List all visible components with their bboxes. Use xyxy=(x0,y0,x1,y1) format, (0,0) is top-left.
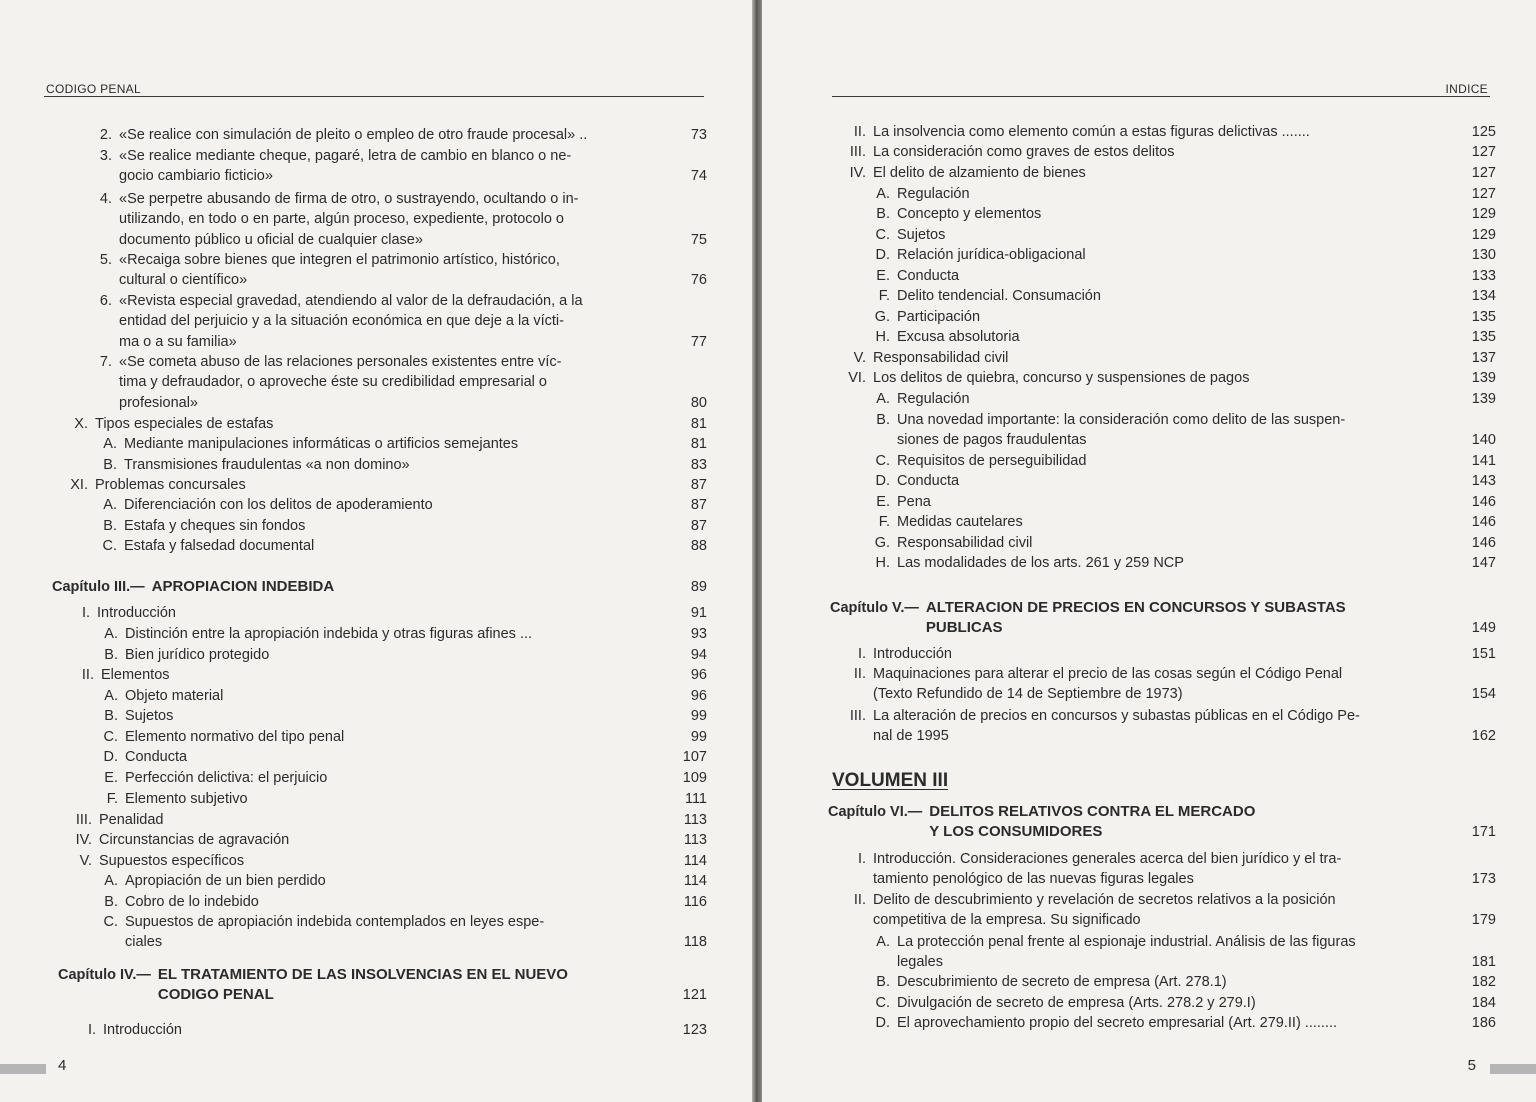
toc-page-number: 123 xyxy=(682,1022,707,1038)
toc-entry-title: «Recaiga sobre bienes que integren el patrimonio artístico, histórico, xyxy=(119,252,560,268)
toc-chapter-entry[interactable] xyxy=(828,802,1496,843)
left-header-rule xyxy=(44,96,704,97)
toc-entry-number: 4. xyxy=(99,191,112,207)
toc-entry[interactable] xyxy=(868,204,1496,224)
toc-entry[interactable] xyxy=(868,307,1496,327)
toc-entry[interactable] xyxy=(868,327,1496,347)
toc-entry[interactable] xyxy=(64,603,707,623)
toc-entry[interactable] xyxy=(868,266,1496,286)
toc-entry-title: gocio cambiario ficticio» xyxy=(119,168,273,185)
toc-entry[interactable] xyxy=(64,665,707,685)
toc-entry-number: I. xyxy=(857,851,866,867)
toc-entry-title: «Se realice con simulación de pleito o empleo de otro fraude procesal» .. xyxy=(119,127,588,143)
toc-page-number: 143 xyxy=(1471,473,1496,489)
toc-page-number: 83 xyxy=(690,457,707,473)
toc-entry-title: entidad del perjuicio y a la situación económica en que deje a la vícti- xyxy=(119,313,564,330)
toc-entry-title: Medidas cautelares xyxy=(897,514,1023,530)
toc-entry-title: legales xyxy=(897,954,943,971)
toc-entry-number: X. xyxy=(74,416,88,432)
toc-page-number: 146 xyxy=(1471,494,1496,510)
toc-page-number: 121 xyxy=(682,987,707,1004)
toc-entry[interactable] xyxy=(90,125,707,145)
toc-entry[interactable] xyxy=(90,146,707,187)
toc-entry[interactable] xyxy=(836,368,1496,388)
toc-page-number: 113 xyxy=(683,832,707,848)
volume-heading: VOLUMEN III xyxy=(832,770,949,791)
toc-entry-title: CODIGO PENAL xyxy=(157,986,274,1004)
toc-entry[interactable] xyxy=(96,645,707,665)
toc-entry-title: Estafa y cheques sin fondos xyxy=(124,518,306,534)
toc-page-number: 135 xyxy=(1471,329,1496,345)
toc-entry-title: Responsabilidad civil xyxy=(873,350,1009,366)
toc-entry-number: A. xyxy=(104,626,118,642)
right-running-head: INDICE xyxy=(1445,82,1488,96)
toc-entry[interactable] xyxy=(96,624,707,644)
toc-entry[interactable] xyxy=(60,851,707,871)
toc-entry-number: B. xyxy=(876,974,890,990)
toc-entry[interactable] xyxy=(95,536,707,556)
toc-entry-title: Introducción xyxy=(103,1022,182,1038)
toc-page-number: 171 xyxy=(1471,824,1496,841)
toc-entry[interactable] xyxy=(836,142,1496,162)
toc-entry-title: Una novedad importante: la consideración como delito de las suspen- xyxy=(897,412,1346,428)
toc-entry-title: profesional» xyxy=(119,394,198,411)
toc-entry-number: A. xyxy=(876,934,890,950)
toc-page-number: 77 xyxy=(690,333,707,350)
toc-entry-number: C. xyxy=(102,538,117,554)
toc-entry-title: Sujetos xyxy=(125,708,174,724)
toc-entry[interactable] xyxy=(96,912,707,953)
toc-page-number: 186 xyxy=(1471,1015,1496,1031)
toc-entry-number: A. xyxy=(104,873,118,889)
toc-entry[interactable] xyxy=(836,890,1496,931)
toc-entry-number: A. xyxy=(103,497,117,513)
toc-entry-title: Conducta xyxy=(125,749,188,765)
toc-entry-number: V. xyxy=(853,350,866,366)
toc-entry-number: B. xyxy=(876,206,890,222)
toc-entry-title: Conducta xyxy=(897,268,960,284)
toc-page-number: 140 xyxy=(1471,432,1496,449)
toc-entry[interactable] xyxy=(836,706,1496,747)
toc-entry[interactable] xyxy=(96,892,707,912)
toc-entry-title: El delito de alzamiento de bienes xyxy=(873,165,1086,181)
toc-entry-title: La alteración de precios en concursos y subastas públicas en el Código Pe- xyxy=(873,708,1360,724)
toc-entry-title: La insolvencia como elemento común a estas figuras delictivas ....... xyxy=(873,124,1310,140)
toc-entry-number: A. xyxy=(876,186,890,202)
toc-page-number: 129 xyxy=(1471,206,1496,222)
toc-page-number: 137 xyxy=(1471,350,1496,366)
right-page-number: 5 xyxy=(1467,1057,1476,1074)
toc-entry[interactable] xyxy=(868,512,1496,532)
toc-entry-number: IV. xyxy=(75,832,92,848)
toc-entry-title: Transmisiones fraudulentas «a non domino» xyxy=(124,457,410,473)
toc-entry-number: Capítulo III.— xyxy=(52,579,145,595)
toc-entry[interactable] xyxy=(868,389,1496,409)
toc-entry[interactable] xyxy=(868,451,1496,471)
toc-entry[interactable] xyxy=(96,747,707,767)
toc-entry-title: ciales xyxy=(125,934,163,951)
toc-entry[interactable] xyxy=(58,475,707,495)
toc-entry[interactable] xyxy=(868,492,1496,512)
toc-entry-title: Supuestos específicos xyxy=(99,853,245,869)
toc-entry-title: APROPIACION INDEBIDA xyxy=(151,578,335,595)
toc-entry-title: Cobro de lo indebido xyxy=(125,894,259,910)
toc-entry-title: DELITOS RELATIVOS CONTRA EL MERCADO xyxy=(929,803,1256,820)
toc-entry-title: Elementos xyxy=(101,667,170,683)
toc-page-number: 88 xyxy=(690,538,707,554)
toc-page-number: 141 xyxy=(1471,453,1496,469)
toc-entry-title: Maquinaciones para alterar el precio de las cosas según el Código Penal xyxy=(873,666,1343,682)
toc-page-number: 133 xyxy=(1471,268,1496,284)
toc-entry[interactable] xyxy=(95,455,707,475)
toc-entry-title: Descubrimiento de secreto de empresa (Art. 278.1) xyxy=(897,974,1227,990)
toc-entry-title: «Se perpetre abusando de firma de otro, o sustrayendo, ocultando o in- xyxy=(119,191,579,207)
toc-entry[interactable] xyxy=(90,250,707,291)
toc-entry-number: Capítulo VI.— xyxy=(828,804,923,820)
toc-entry-title: «Revista especial gravedad, atendiendo al valor de la defraudación, a la xyxy=(119,293,583,309)
toc-entry[interactable] xyxy=(836,348,1496,368)
toc-entry-title: Responsabilidad civil xyxy=(897,535,1033,551)
toc-entry-number: H. xyxy=(875,329,890,345)
toc-entry-number: 5. xyxy=(99,252,112,268)
toc-entry-number: II. xyxy=(853,124,866,140)
toc-entry-number: C. xyxy=(875,995,890,1011)
toc-entry-title: Mediante manipulaciones informáticas o artificios semejantes xyxy=(124,436,519,452)
toc-entry-number: IV. xyxy=(849,165,866,181)
toc-entry-title: Apropiación de un bien perdido xyxy=(125,873,326,889)
toc-entry-number: XI. xyxy=(70,477,88,493)
toc-entry[interactable] xyxy=(868,286,1496,306)
toc-entry-number: C. xyxy=(875,453,890,469)
toc-entry[interactable] xyxy=(60,830,707,850)
toc-entry-number: B. xyxy=(104,647,118,663)
toc-entry-title: (Texto Refundido de 14 de Septiembre de 1973) xyxy=(873,686,1183,703)
toc-page-number: 146 xyxy=(1471,514,1496,530)
toc-entry-title: «Se realice mediante cheque, pagaré, letra de cambio en blanco o ne- xyxy=(119,148,572,164)
toc-entry[interactable] xyxy=(868,972,1496,992)
toc-entry-title: cultural o científico» xyxy=(119,272,248,289)
toc-entry[interactable] xyxy=(868,533,1496,553)
toc-page-number: 99 xyxy=(690,729,707,745)
toc-entry-title: ma o a su familia» xyxy=(119,333,237,350)
toc-entry-number: F. xyxy=(878,288,890,304)
toc-entry-title: Supuestos de apropiación indebida contemplados en leyes espe- xyxy=(125,914,545,930)
toc-entry-title: Introducción xyxy=(97,605,176,621)
toc-page-number: 87 xyxy=(690,518,707,534)
toc-page-number: 81 xyxy=(690,416,707,432)
toc-entry-title: Regulación xyxy=(897,186,970,202)
toc-page-number: 125 xyxy=(1471,124,1496,140)
toc-entry[interactable] xyxy=(96,768,707,788)
toc-entry-title: Elemento subjetivo xyxy=(125,791,248,807)
toc-entry-title: documento público u oficial de cualquier clase» xyxy=(119,231,423,248)
toc-page-number: 91 xyxy=(690,605,707,621)
toc-entry-number: F. xyxy=(878,514,890,530)
toc-page-number: 116 xyxy=(683,894,707,910)
toc-entry-title: tamiento penológico de las nuevas figuras legales xyxy=(873,871,1194,888)
toc-entry[interactable] xyxy=(70,1020,707,1040)
toc-entry-title: competitiva de la empresa. Su significado xyxy=(873,912,1141,929)
toc-page-number: 127 xyxy=(1471,165,1496,181)
toc-entry-number: Capítulo IV.— xyxy=(58,967,151,983)
toc-entry[interactable] xyxy=(95,516,707,536)
toc-entry-title: Los delitos de quiebra, concurso y suspensiones de pagos xyxy=(873,370,1250,386)
toc-page-number: 87 xyxy=(690,477,707,493)
left-folio-bar xyxy=(0,1064,46,1074)
toc-entry-title: Sujetos xyxy=(897,227,946,243)
right-header-rule xyxy=(832,96,1490,97)
toc-entry[interactable] xyxy=(868,1013,1496,1033)
toc-page-number: 107 xyxy=(682,749,707,765)
toc-entry-title: Delito de descubrimiento y revelación de secretos relativos a la posición xyxy=(873,892,1336,908)
toc-entry-title: Excusa absolutoria xyxy=(897,329,1020,345)
toc-entry[interactable] xyxy=(96,686,707,706)
toc-page-number: 139 xyxy=(1471,391,1496,407)
toc-entry-title: Y LOS CONSUMIDORES xyxy=(929,823,1103,841)
toc-page-number: 74 xyxy=(690,168,707,185)
toc-entry-number: D. xyxy=(875,473,890,489)
toc-entry-number: III. xyxy=(849,708,866,724)
toc-entry[interactable] xyxy=(60,810,707,830)
toc-entry-title: Penalidad xyxy=(99,812,164,828)
toc-entry-number: C. xyxy=(875,227,890,243)
toc-page-number: 81 xyxy=(690,436,707,452)
toc-entry-number: I. xyxy=(81,605,90,621)
toc-page-number: 162 xyxy=(1471,728,1496,745)
toc-page-number: 89 xyxy=(690,579,707,595)
toc-page-number: 147 xyxy=(1471,555,1496,571)
toc-page-number: 113 xyxy=(683,812,707,828)
toc-entry[interactable] xyxy=(90,291,707,352)
toc-entry[interactable] xyxy=(96,871,707,891)
toc-entry-number: B. xyxy=(104,894,118,910)
toc-entry-title: Concepto y elementos xyxy=(897,206,1042,222)
right-folio-bar xyxy=(1490,1064,1536,1074)
toc-entry-title: Tipos especiales de estafas xyxy=(95,416,274,432)
toc-entry-number: H. xyxy=(875,555,890,571)
toc-entry-number: I. xyxy=(857,646,866,662)
left-page xyxy=(0,0,752,1102)
toc-entry-title: PUBLICAS xyxy=(925,619,1003,637)
toc-entry[interactable] xyxy=(95,495,707,515)
toc-page-number: 134 xyxy=(1471,288,1496,304)
toc-entry-title: EL TRATAMIENTO DE LAS INSOLVENCIAS EN EL NUEVO xyxy=(157,966,568,983)
toc-entry-number: III. xyxy=(75,812,92,828)
toc-page-number: 127 xyxy=(1471,186,1496,202)
toc-entry-title: Participación xyxy=(897,309,981,325)
toc-page-number: 139 xyxy=(1471,370,1496,386)
toc-entry-title: utilizando, en todo o en parte, algún proceso, expediente, protocolo o xyxy=(119,211,564,228)
toc-page-number: 182 xyxy=(1471,974,1496,990)
toc-page-number: 135 xyxy=(1471,309,1496,325)
toc-entry-number: C. xyxy=(103,729,118,745)
toc-entry-number: D. xyxy=(875,1015,890,1031)
toc-entry-title: Objeto material xyxy=(125,688,224,704)
toc-page-number: 118 xyxy=(683,934,707,951)
toc-page-number: 130 xyxy=(1471,247,1496,263)
toc-page-number: 96 xyxy=(690,667,707,683)
toc-entry-number: Capítulo V.— xyxy=(830,600,919,616)
toc-entry[interactable] xyxy=(868,184,1496,204)
toc-entry-number: 2. xyxy=(99,127,112,143)
toc-page-number: 96 xyxy=(690,688,707,704)
toc-entry-number: II. xyxy=(853,892,866,908)
toc-entry-number: E. xyxy=(104,770,118,786)
toc-entry-title: Perfección delictiva: el perjuicio xyxy=(125,770,328,786)
toc-entry-number: C. xyxy=(103,914,118,930)
toc-entry-number: G. xyxy=(874,309,890,325)
toc-entry[interactable] xyxy=(96,706,707,726)
toc-entry-number: B. xyxy=(104,708,118,724)
toc-page-number: 114 xyxy=(683,873,707,889)
toc-entry-title: La consideración como graves de estos delitos xyxy=(873,144,1175,160)
toc-page-number: 181 xyxy=(1471,954,1496,971)
left-running-head: CODIGO PENAL xyxy=(46,82,141,96)
toc-entry-title: Delito tendencial. Consumación xyxy=(897,288,1101,304)
toc-page-number: 73 xyxy=(690,127,707,143)
toc-entry[interactable] xyxy=(868,410,1496,451)
toc-entry[interactable] xyxy=(836,163,1496,183)
toc-entry-number: 6. xyxy=(99,293,112,309)
toc-entry-number: A. xyxy=(104,688,118,704)
toc-page-number: 173 xyxy=(1471,871,1496,888)
toc-entry-title: La protección penal frente al espionaje industrial. Análisis de las figuras xyxy=(897,934,1356,950)
toc-entry-title: Regulación xyxy=(897,391,970,407)
toc-entry-number: V. xyxy=(79,853,92,869)
toc-entry[interactable] xyxy=(868,932,1496,973)
toc-entry-number: A. xyxy=(876,391,890,407)
toc-entry-title: Divulgación de secreto de empresa (Arts. 278.2 y 279.I) xyxy=(897,995,1256,1011)
toc-entry-number: F. xyxy=(106,791,118,807)
toc-entry-title: Problemas concursales xyxy=(95,477,246,493)
toc-entry-title: Requisitos de perseguibilidad xyxy=(897,453,1087,469)
toc-entry-title: Introducción xyxy=(873,646,952,662)
toc-entry-number: 3. xyxy=(99,148,112,164)
toc-page-number: 76 xyxy=(690,272,707,289)
toc-page-number: 149 xyxy=(1471,620,1496,637)
toc-entry[interactable] xyxy=(95,434,707,454)
toc-entry[interactable] xyxy=(836,849,1496,890)
toc-entry[interactable] xyxy=(836,664,1496,705)
toc-entry[interactable] xyxy=(90,189,707,250)
toc-page-number: 94 xyxy=(690,647,707,663)
toc-entry-number: D. xyxy=(103,749,118,765)
toc-entry-number: G. xyxy=(874,535,890,551)
toc-page-number: 154 xyxy=(1471,686,1496,703)
toc-entry[interactable] xyxy=(58,414,707,434)
toc-entry-number: D. xyxy=(875,247,890,263)
toc-entry[interactable] xyxy=(96,727,707,747)
toc-page-number: 80 xyxy=(690,394,707,411)
toc-entry[interactable] xyxy=(868,471,1496,491)
toc-page-number: 93 xyxy=(690,626,707,642)
toc-entry-number: II. xyxy=(853,666,866,682)
toc-entry-number: E. xyxy=(876,494,890,510)
toc-entry[interactable] xyxy=(868,993,1496,1013)
toc-entry-title: tima y defraudador, o aproveche éste su credibilidad empresarial o xyxy=(119,374,547,391)
toc-chapter-entry[interactable] xyxy=(52,577,707,597)
toc-entry-title: nal de 1995 xyxy=(873,728,949,745)
toc-entry-title: ALTERACION DE PRECIOS EN CONCURSOS Y SUBASTAS xyxy=(925,599,1346,616)
toc-entry[interactable] xyxy=(836,122,1496,142)
toc-entry[interactable] xyxy=(90,352,707,413)
toc-entry-title: Elemento normativo del tipo penal xyxy=(125,729,345,745)
toc-chapter-entry[interactable] xyxy=(58,965,707,1006)
toc-entry-title: Bien jurídico protegido xyxy=(125,647,270,663)
toc-entry-number: III. xyxy=(849,144,866,160)
toc-entry[interactable] xyxy=(868,553,1496,573)
toc-entry-number: VI. xyxy=(848,370,866,386)
toc-entry-title: Relación jurídica-obligacional xyxy=(897,247,1086,263)
toc-entry[interactable] xyxy=(868,245,1496,265)
toc-entry-title: «Se cometa abuso de las relaciones personales existentes entre víc- xyxy=(119,354,562,370)
toc-entry-title: Diferenciación con los delitos de apoderamiento xyxy=(124,497,433,513)
book-spine xyxy=(752,0,762,1102)
left-page-number: 4 xyxy=(58,1057,67,1074)
toc-entry[interactable] xyxy=(836,644,1496,664)
toc-entry-number: E. xyxy=(876,268,890,284)
toc-page-number: 111 xyxy=(684,791,707,807)
toc-entry-title: Distinción entre la apropiación indebida y otras figuras afines ... xyxy=(125,626,533,642)
toc-entry-title: Pena xyxy=(897,494,931,510)
toc-entry-number: I. xyxy=(87,1022,96,1038)
toc-page-number: 87 xyxy=(690,497,707,513)
toc-page-number: 146 xyxy=(1471,535,1496,551)
toc-entry-number: II. xyxy=(81,667,94,683)
toc-entry-title: El aprovechamiento propio del secreto empresarial (Art. 279.II) ........ xyxy=(897,1015,1338,1031)
toc-page-number: 151 xyxy=(1471,646,1496,662)
toc-chapter-entry[interactable] xyxy=(830,598,1496,639)
toc-entry-title: Estafa y falsedad documental xyxy=(124,538,315,554)
toc-page-number: 129 xyxy=(1471,227,1496,243)
toc-page-number: 179 xyxy=(1471,912,1496,929)
toc-entry-title: siones de pagos fraudulentas xyxy=(897,432,1087,449)
toc-entry-title: Conducta xyxy=(897,473,960,489)
toc-entry-number: A. xyxy=(103,436,117,452)
toc-page-number: 109 xyxy=(682,770,707,786)
toc-entry[interactable] xyxy=(868,225,1496,245)
right-page xyxy=(762,0,1536,1102)
toc-page-number: 99 xyxy=(690,708,707,724)
toc-entry-number: B. xyxy=(103,518,117,534)
toc-page-number: 75 xyxy=(690,231,707,248)
toc-entry[interactable] xyxy=(96,789,707,809)
toc-entry-title: Circunstancias de agravación xyxy=(99,832,290,848)
toc-page-number: 114 xyxy=(683,853,707,869)
toc-entry-number: B. xyxy=(103,457,117,473)
toc-entry-title: Las modalidades de los arts. 261 y 259 NCP xyxy=(897,555,1184,571)
toc-page-number: 184 xyxy=(1471,995,1496,1011)
toc-entry-number: B. xyxy=(876,412,890,428)
toc-page-number: 127 xyxy=(1471,144,1496,160)
toc-entry-number: 7. xyxy=(99,354,112,370)
toc-entry-title: Introducción. Consideraciones generales acerca del bien jurídico y el tra- xyxy=(873,851,1342,867)
